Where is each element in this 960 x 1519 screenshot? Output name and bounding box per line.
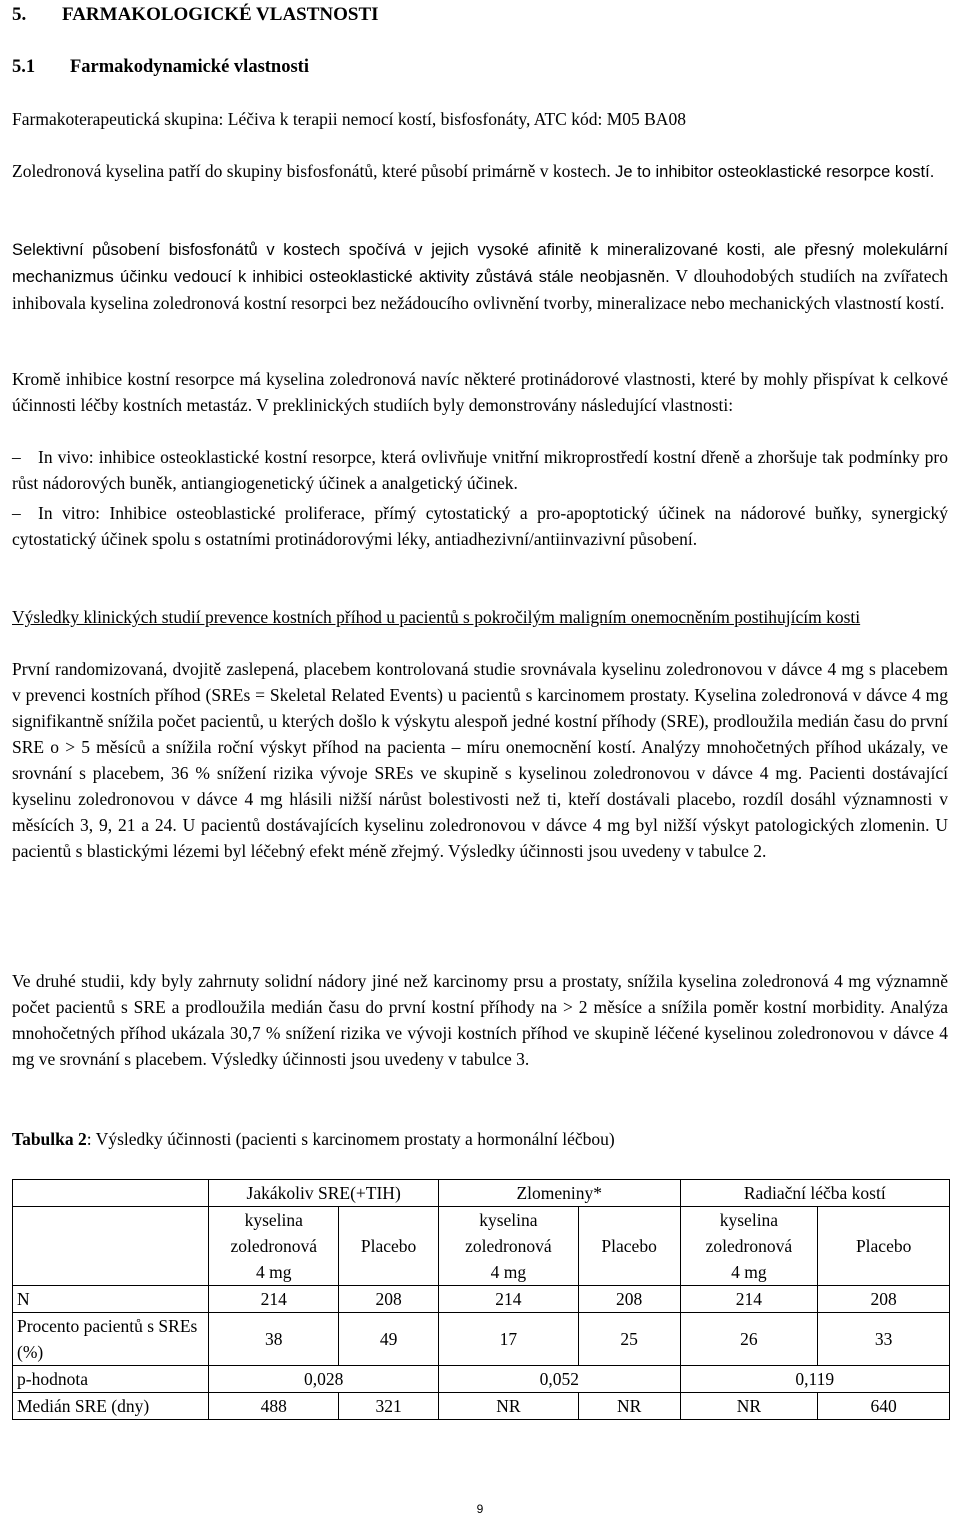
- table-row-label: Procento pacientů s SREs (%): [13, 1313, 209, 1366]
- section-heading: [12, 2, 948, 28]
- table-row-label: p-hodnota: [13, 1366, 209, 1393]
- subsection-heading: [12, 54, 948, 80]
- table-cell: NR: [578, 1393, 680, 1420]
- table-group-header: Zlomeniny*: [438, 1180, 680, 1207]
- table-drug-header: kyselina zoledronová 4 mg: [680, 1207, 818, 1286]
- table-drug-header: kyselina zoledronová 4 mg: [438, 1207, 578, 1286]
- table-cell: 208: [578, 1286, 680, 1313]
- table-group-header: Jakákoliv SRE(+TIH): [209, 1180, 439, 1207]
- table-cell: 49: [339, 1313, 439, 1366]
- page-number: 9: [476, 1502, 484, 1516]
- list-item-in-vivo: [12, 444, 948, 496]
- table-cell: 214: [438, 1286, 578, 1313]
- table-placebo-header: Placebo: [578, 1207, 680, 1286]
- table-cell: 0,119: [680, 1366, 949, 1393]
- dash-symbol: –: [12, 503, 21, 523]
- table-cell: 25: [578, 1313, 680, 1366]
- table-placebo-header: Placebo: [818, 1207, 950, 1286]
- table-placebo-header: Placebo: [339, 1207, 439, 1286]
- table-row-label: Medián SRE (dny): [13, 1393, 209, 1420]
- table-corner-cell: [13, 1207, 209, 1286]
- table-cell: 214: [209, 1286, 339, 1313]
- paragraph-zoledronic: [12, 158, 948, 185]
- subsection-number: 5.1: [12, 57, 36, 77]
- table-cell: 26: [680, 1313, 818, 1366]
- pharmacotherapeutic-group: Farmakoterapeutická skupina: Léčiva k terapii nemocí kostí, bisfosfonáty, ATC kód: M05 BA08: [12, 109, 686, 129]
- table-caption-text: : Výsledky účinnosti (pacienti s karcinomem prostaty a hormonální léčbou): [86, 1129, 615, 1149]
- table-caption-label: Tabulka 2: [12, 1129, 87, 1149]
- table-cell: 214: [680, 1286, 818, 1313]
- table-cell: NR: [438, 1393, 578, 1420]
- paragraph-selective-text-a: Selektivní působení bisfosfonátů v kostech spočívá v jejich vysoké afinitě k mineralizované kosti, ale přesný molekulární mechanizmus účinku vedoucí k inhibici osteoklastické aktivity zůstává stále neobjasněn.: [12, 241, 948, 286]
- list-item-in-vitro: [12, 500, 948, 552]
- paragraph-zoledronic-text-b: Je to inhibitor osteoklastické resorpce kostí.: [615, 163, 935, 181]
- table-cell: 33: [818, 1313, 950, 1366]
- paragraph-study-1: První randomizovaná, dvojitě zaslepená, placebem kontrolovaná studie srovnávala kyselinu zoledronovou v dávce 4 mg s placebem v prevenci kostních příhod (SREs = Skeletal Related Events) u pacientů s karcinomem prostaty. Kyselina zoledronová v dávce 4 mg signifikantně snížila počet pacientů, u kterých došlo k výskytu alespoň jedné kostní příhody (SRE), prodloužila medián času do první SRE o > 5 měsíců a snížila roční výskyt příhod na pacienta – míru onemocnění kostí. Analýzy mnohočetných příhod ukázaly, ve srovnání s placebem, 36 % snížení rizika vývoje SREs ve skupině s kyselinou zoledronovou v dávce 4 mg. Pacienti dostávající kyselinu zoledronovou v dávce 4 mg hlásili nižší nárůst bolestivosti než ti, kteří dostávali placebo, rozdíl dosáhl významnosti v měsících 3, 9, 21 a 24. U pacientů dostávajících kyselinu zoledronovou v dávce 4 mg byl nižší výskyt patologických zlomenin. U pacientů s blastickými lézemi byl léčebný efekt méně zřejmý. Výsledky účinnosti jsou uvedeny v tabulce 2.: [12, 659, 948, 861]
- table-row-label: N: [13, 1286, 209, 1313]
- results-heading: Výsledky klinických studií prevence kostních příhod u pacientů s pokročilým maligním onemocněním postihujícím kosti: [12, 607, 861, 627]
- table-row: [13, 1366, 950, 1393]
- table-corner-cell: [13, 1180, 209, 1207]
- table-row: [13, 1286, 950, 1313]
- table-cell: 0,052: [438, 1366, 680, 1393]
- table-group-header-row: [13, 1180, 950, 1207]
- table-group-header: Radiační léčba kostí: [680, 1180, 949, 1207]
- table-cell: 321: [339, 1393, 439, 1420]
- in-vitro-text: In vitro: Inhibice osteoblastické proliferace, přímý cytostatický a pro-apoptotický účinek na nádorové buňky, synergický cytostatický účinek spolu s ostatními protinádorovými léky, antiadhezivní/antiinvazivní působení.: [12, 503, 948, 549]
- table-cell: 488: [209, 1393, 339, 1420]
- paragraph-study-2: Ve druhé studii, kdy byly zahrnuty solidní nádory jiné než karcinomy prsu a prostaty, snížila kyselina zoledronová 4 mg významně počet pacientů s SRE a prodloužila medián času do první kostní příhody na > 2 měsíce a snížila poměr kostní morbidity. Analýza mnohočetných příhod ukázala 30,7 % snížení rizika ve vývoji kostních příhod ve skupině léčené kyselinou zoledronovou v dávce 4 mg ve srovnání s placebem. Výsledky účinnosti jsou uvedeny v tabulce 3.: [12, 971, 948, 1069]
- paragraph-antitumor: Kromě inhibice kostní resorpce má kyselina zoledronová navíc některé protinádorové vlastnosti, které by mohly přispívat k celkové účinnosti léčby kostních metastáz. V preklinických studiích byly demonstrovány následující vlastnosti:: [12, 369, 948, 415]
- section-title: FARMAKOLOGICKÉ VLASTNOSTI: [62, 4, 379, 25]
- table-cell: 38: [209, 1313, 339, 1366]
- dash-symbol: –: [12, 447, 21, 467]
- table-row: [13, 1313, 950, 1366]
- section-number: 5.: [12, 4, 27, 25]
- in-vivo-text: In vivo: inhibice osteoklastické kostní resorpce, která ovlivňuje vnitřní mikroprostředí kostní dřeně a zhoršuje tak podmínky pro růst nádorových buněk, antiangiogenetický účinek a analgetický účinek.: [12, 447, 948, 493]
- table-row: [13, 1393, 950, 1420]
- efficacy-table: [12, 1179, 950, 1420]
- subsection-title: Farmakodynamické vlastnosti: [70, 57, 309, 77]
- table-drug-header: kyselina zoledronová 4 mg: [209, 1207, 339, 1286]
- table-cell: 640: [818, 1393, 950, 1420]
- table-cell: NR: [680, 1393, 818, 1420]
- table-cell: 0,028: [209, 1366, 439, 1393]
- table-subheader-row: [13, 1207, 950, 1286]
- paragraph-selective-text-b: V dlouhodobých studiích na zvířatech inhibovala kyselina zoledronová kostní resorpci bez nežádoucího ovlivnění tvorby, mineralizace nebo mechanických vlastností kostí.: [12, 266, 948, 313]
- paragraph-selective: [12, 236, 948, 316]
- table-cell: 17: [438, 1313, 578, 1366]
- table-cell: 208: [339, 1286, 439, 1313]
- table-caption: [12, 1126, 948, 1152]
- table-cell: 208: [818, 1286, 950, 1313]
- paragraph-zoledronic-text-a: Zoledronová kyselina patří do skupiny bisfosfonátů, které působí primárně v kostech.: [12, 161, 611, 181]
